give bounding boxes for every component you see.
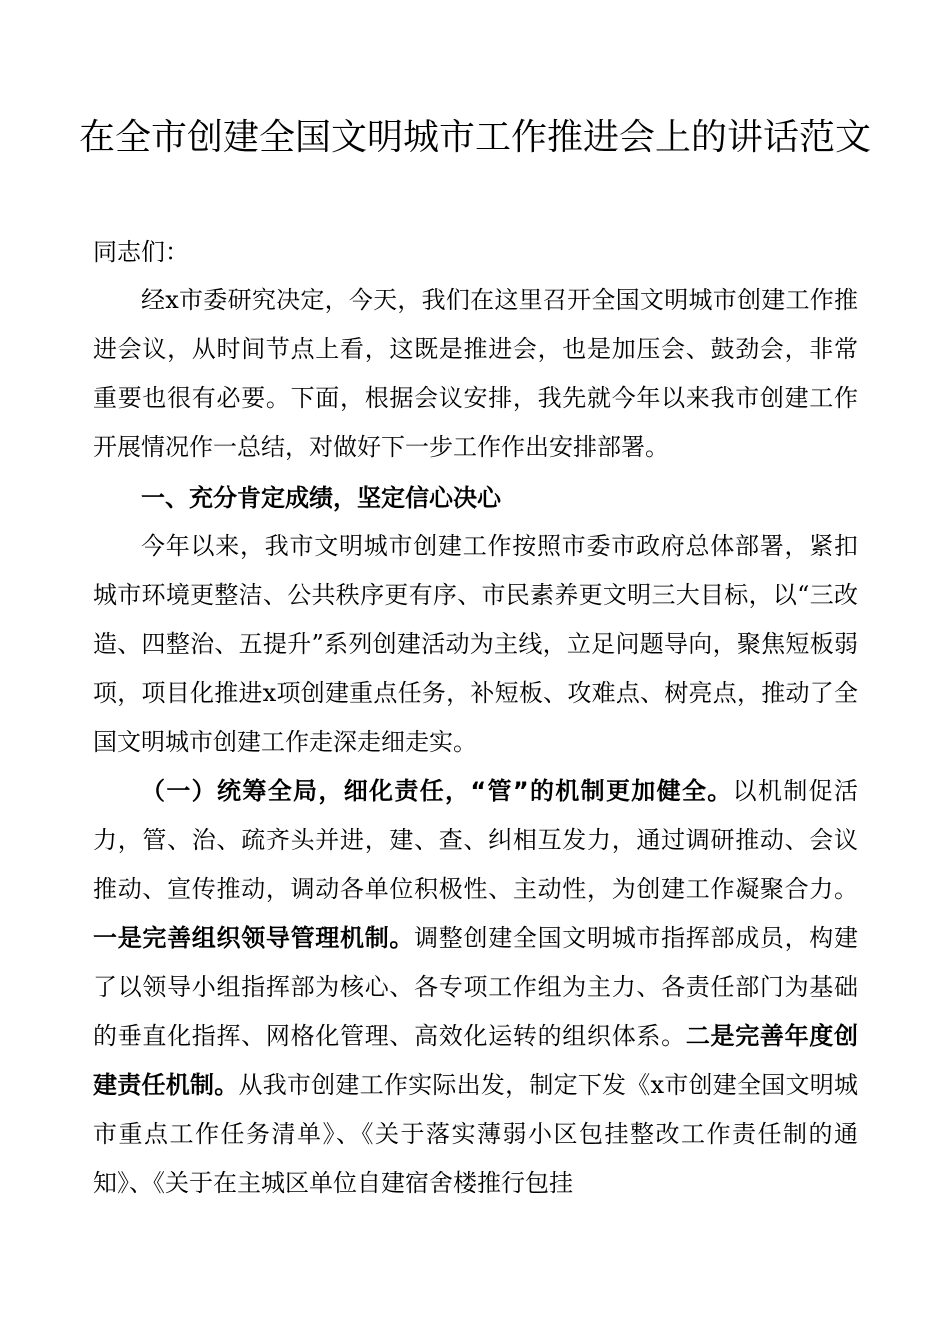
- paragraph-text: 从我市创建工作实际出发，制定下发《x市创建全国文明城市重点工作任务清单》、《关于落实薄弱小区包挂整改工作责任制的通知》、《关于在主城区单位自建宿舍楼推行包挂: [93, 1071, 858, 1197]
- salutation: 同志们：: [93, 238, 189, 266]
- paragraph-text: 以机制促活力，管、治、疏齐头并进，建、查、纠相互发力，通过调研推动、会议推动、宣传推动，调动各单位积极性、主动性，为创建工作凝聚合力。: [93, 777, 859, 903]
- subsection-lead: （一）统筹全局，细化责任，“管”的机制更加健全。: [141, 777, 733, 805]
- paragraph-opening: 经x市委研究决定，今天，我们在这里召开全国文明城市创建工作推进会议，从时间节点上看，这既是推进会，也是加压会、鼓劲会，非常重要也很有必要。下面，根据会议安排，我先就今年以来我市创建工作开展情况作一总结，对做好下一步工作作出安排部署。: [93, 286, 858, 461]
- section-heading-1: 一、充分肯定成绩，坚定信心决心: [141, 484, 501, 512]
- point-two-lead: 二是完善年度创建责任机制。: [93, 1022, 859, 1099]
- document-title: 在全市创建全国文明城市工作推进会上的讲话范文: [78, 117, 871, 158]
- paragraph-mechanism: [93, 767, 858, 1208]
- paragraph-achievements: 今年以来，我市文明城市创建工作按照市委市政府总体部署，紧扣城市环境更整洁、公共秩序更有序、市民素养更文明三大目标，以“三改造、四整治、五提升”系列创建活动为主线，立足问题导向，聚焦短板弱项，项目化推进x项创建重点任务，补短板、攻难点、树亮点，推动了全国文明城市创建工作走深走细走实。: [93, 532, 858, 756]
- point-one-lead: 一是完善组织领导管理机制。: [93, 924, 415, 952]
- paragraph-text: 调整创建全国文明城市指挥部成员，构建了以领导小组指挥部为核心、各专项工作组为主力、各责任部门为基础的垂直化指挥、网格化管理、高效化运转的组织体系。: [93, 924, 859, 1050]
